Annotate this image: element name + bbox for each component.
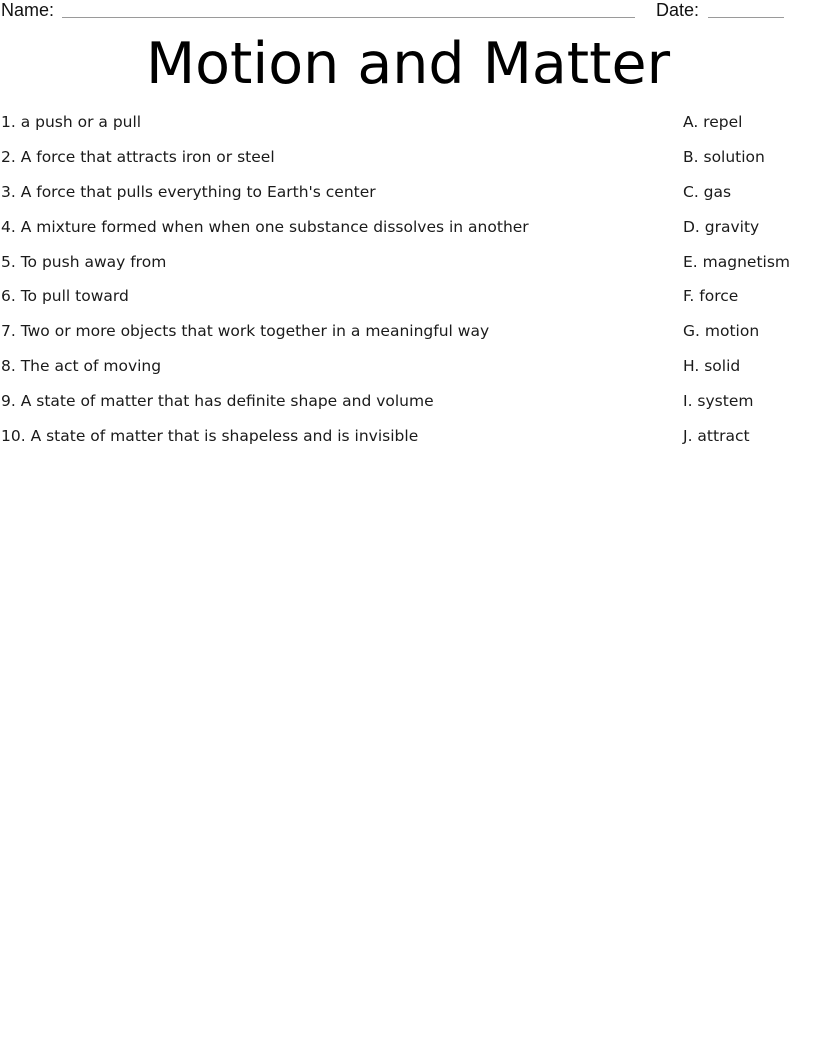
page-title: Motion and Matter <box>145 31 671 97</box>
clue-item: 4. A mixture formed when when one substance dissolves in another <box>1 217 529 236</box>
answer-item: H. solid <box>683 357 741 376</box>
clue-item: 2. A force that attracts iron or steel <box>1 147 275 166</box>
clue-item: 1. a push or a pull <box>1 113 142 131</box>
answer-item: D. gravity <box>683 217 760 236</box>
clue-item: 3. A force that pulls everything to Earth's center <box>1 182 376 201</box>
date-label: Date: <box>656 0 700 20</box>
answer-item: E. magnetism <box>683 252 791 271</box>
clue-item: 7. Two or more objects that work together in a meaningful way <box>1 322 490 341</box>
date-field-line[interactable] <box>708 17 784 18</box>
clue-item: 9. A state of matter that has definite shape and volume <box>1 392 434 411</box>
name-field-line[interactable] <box>62 17 635 18</box>
clue-item: 6. To pull toward <box>1 287 129 306</box>
name-label: Name: <box>1 0 55 20</box>
answer-item: I. system <box>683 392 754 411</box>
answer-item: B. solution <box>683 147 765 166</box>
answer-list <box>683 112 816 461</box>
clue-item: 8. The act of moving <box>1 357 162 376</box>
clue-item: 10. A state of matter that is shapeless and is invisible <box>1 427 419 446</box>
header <box>0 0 816 24</box>
clue-list <box>1 112 641 461</box>
answer-item: F. force <box>683 287 739 306</box>
answer-item: J. attract <box>683 427 750 446</box>
answer-item: A. repel <box>683 113 743 131</box>
clue-item: 5. To push away from <box>1 252 167 271</box>
answer-item: G. motion <box>683 322 760 341</box>
answer-item: C. gas <box>683 182 732 201</box>
